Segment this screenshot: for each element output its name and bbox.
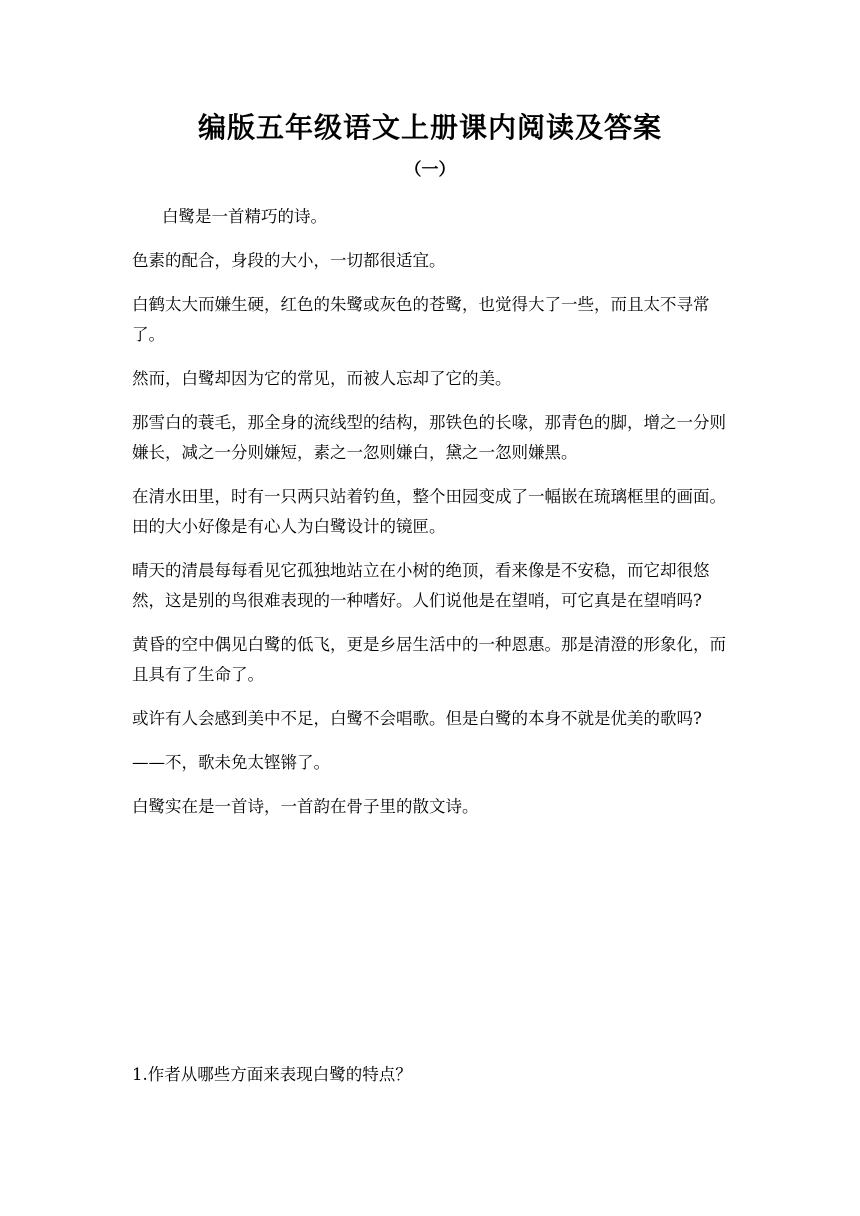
passage-paragraph: 然而，白鹭却因为它的常见，而被人忘却了它的美。 [132, 369, 512, 388]
document-title: 编版五年级语文上册课内阅读及答案 [197, 111, 662, 144]
section-heading: （一） [404, 160, 456, 180]
passage-paragraph: 色素的配合，身段的大小，一切都很适宜。 [132, 251, 446, 270]
passage-paragraph: 或许有人会感到美中不足，白鹭不会唱歌。但是白鹭的本身不就是优美的歌吗? [132, 709, 702, 728]
passage-paragraph: 白鹭是一首精巧的诗。 [162, 207, 327, 226]
passage-paragraph: 黄昏的空中偶见白鹭的低飞，更是乡居生活中的一种恩惠。那是清澄的形象化，而且具有了生命了。 [132, 635, 726, 684]
passage-paragraph: 白鹤太大而嫌生硬，红色的朱鹭或灰色的苍鹭，也觉得大了一些，而且太不寻常了。 [132, 295, 710, 344]
passage-body [132, 202, 730, 836]
passage-paragraph: 晴天的清晨每每看见它孤独地站立在小树的绝顶，看来像是不安稳，而它却很悠然，这是别的鸟很难表现的一种嗜好。人们说他是在望哨，可它真是在望哨吗? [132, 561, 710, 610]
passage-paragraph: 白鹭实在是一首诗，一首韵在骨子里的散文诗。 [132, 797, 479, 816]
question-1: 1.作者从哪些方面来表现白鹭的特点？ [132, 1065, 412, 1084]
passage-paragraph: 那雪白的蓑毛，那全身的流线型的结构，那铁色的长喙，那青色的脚，增之一分则嫌长，减之一分则嫌短，素之一忽则嫌白，黛之一忽则嫌黑。 [132, 413, 726, 462]
passage-paragraph: 在清水田里，时有一只两只站着钓鱼，整个田园变成了一幅嵌在琉璃框里的画面。田的大小好像是有心人为白鹭设计的镜匣。 [132, 487, 726, 536]
passage-paragraph: ——不，歌未免太铿锵了。 [132, 753, 330, 772]
